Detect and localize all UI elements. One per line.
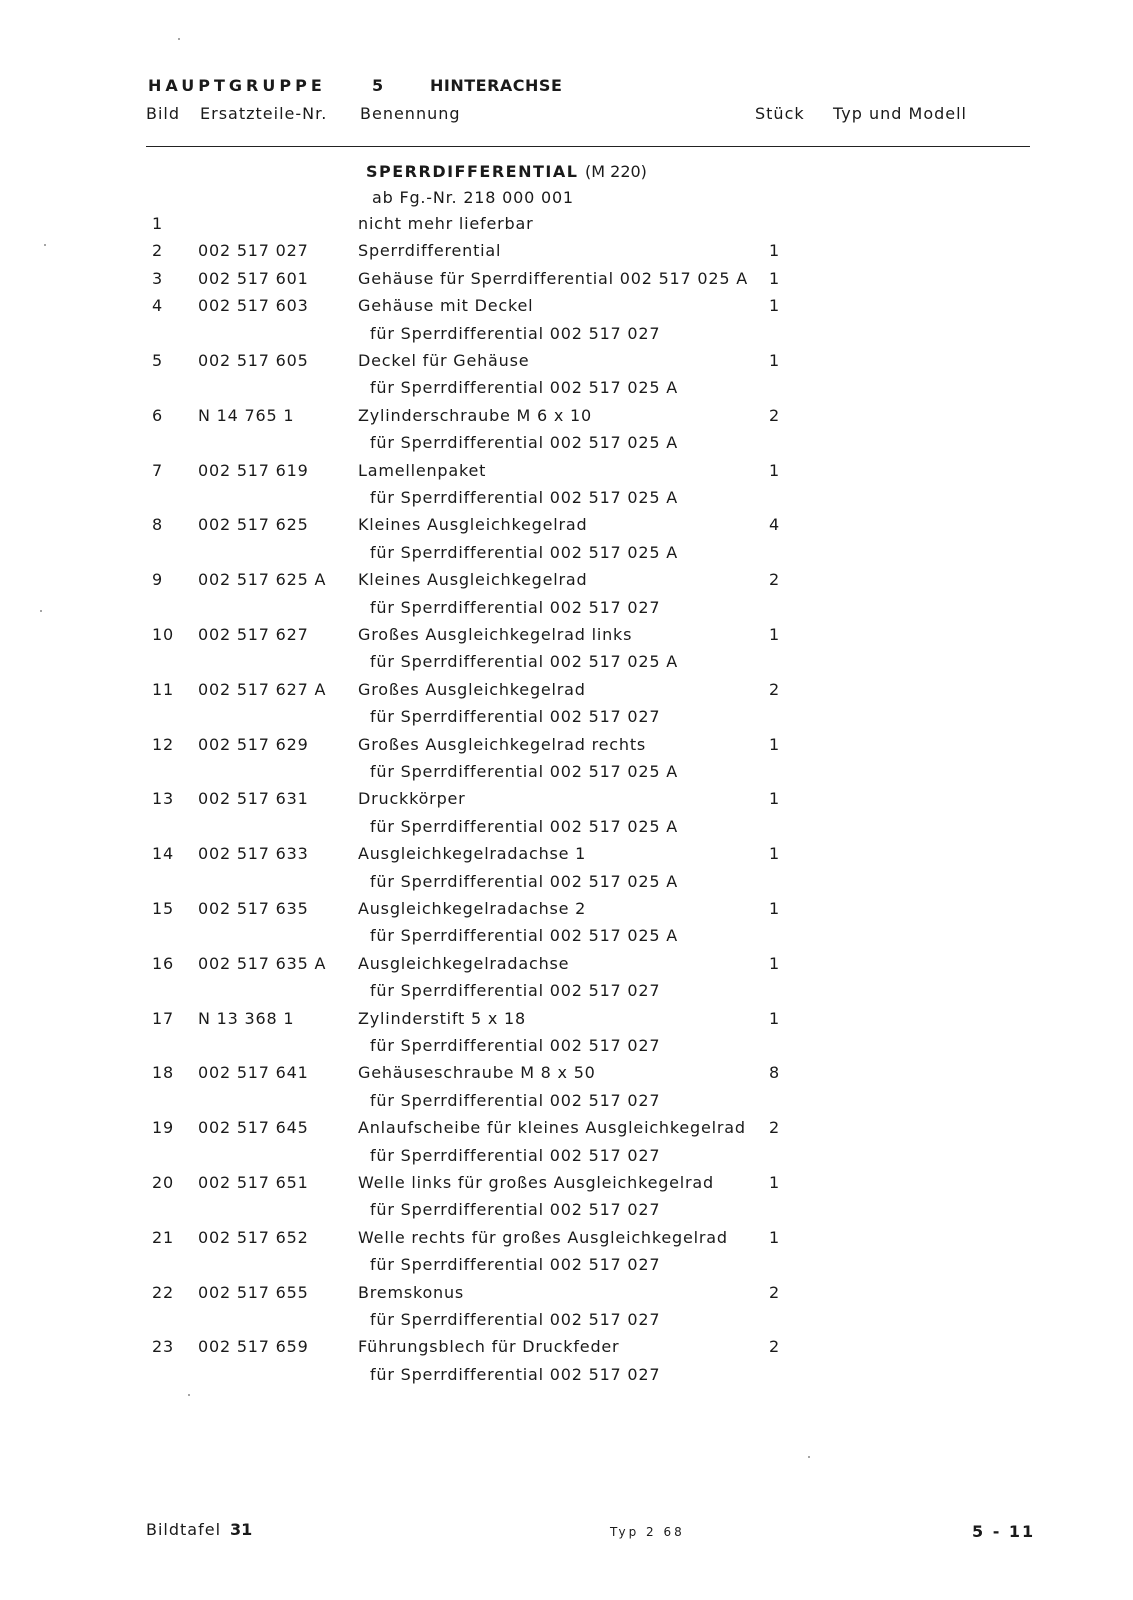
row-quantity: 2 bbox=[769, 1282, 780, 1302]
row-sub-note: für Sperrdifferential 002 517 027 bbox=[370, 597, 661, 617]
row-bild-number: 12 bbox=[152, 734, 174, 754]
row-sub-note: für Sperrdifferential 002 517 027 bbox=[370, 1255, 661, 1275]
row-part-number: 002 517 652 bbox=[198, 1227, 309, 1247]
row-part-number: 002 517 641 bbox=[198, 1063, 309, 1083]
row-bild-number: 22 bbox=[152, 1282, 174, 1302]
column-header-model: Typ und Modell bbox=[833, 104, 967, 123]
row-name: Kleines Ausgleichkegelrad bbox=[358, 570, 588, 590]
row-part-number: 002 517 625 bbox=[198, 515, 309, 535]
row-sub-note: für Sperrdifferential 002 517 027 bbox=[370, 1364, 661, 1384]
row-sub-note: für Sperrdifferential 002 517 027 bbox=[370, 707, 661, 727]
row-quantity: 1 bbox=[769, 351, 780, 370]
row-name: Gehäuseschraube M 8 x 50 bbox=[358, 1063, 596, 1083]
row-bild-number: 2 bbox=[152, 241, 163, 261]
row-name: Druckkörper bbox=[358, 789, 466, 809]
group-name: HINTERACHSE bbox=[430, 76, 563, 95]
row-part-number: 002 517 645 bbox=[198, 1118, 309, 1138]
row-part-number: 002 517 027 bbox=[198, 241, 309, 261]
row-part-number: 002 517 633 bbox=[198, 844, 309, 864]
row-name: Bremskonus bbox=[358, 1282, 465, 1302]
row-sub-note: für Sperrdifferential 002 517 027 bbox=[370, 1310, 661, 1329]
row-name: Gehäuse für Sperrdifferential 002 517 025 A bbox=[358, 268, 748, 288]
row-sub-note: für Sperrdifferential 002 517 027 bbox=[370, 323, 661, 343]
plate-label: Bildtafel bbox=[146, 1520, 222, 1539]
row-bild-number: 9 bbox=[152, 570, 163, 590]
plate-number: 31 bbox=[230, 1520, 253, 1539]
row-quantity: 1 bbox=[769, 460, 780, 480]
row-quantity: 2 bbox=[769, 1118, 780, 1138]
row-name: Führungsblech für Druckfeder bbox=[358, 1337, 620, 1357]
row-sub-note: für Sperrdifferential 002 517 025 A bbox=[370, 816, 678, 836]
row-quantity: 2 bbox=[769, 405, 780, 425]
row-quantity: 1 bbox=[769, 1008, 780, 1028]
row-sub-note: für Sperrdifferential 002 517 025 A bbox=[370, 378, 678, 398]
row-sub-note: für Sperrdifferential 002 517 027 bbox=[370, 1200, 661, 1220]
row-name: Welle rechts für großes Ausgleichkegelrad bbox=[358, 1227, 728, 1247]
column-header-quantity: Stück bbox=[755, 104, 805, 123]
column-header-bild: Bild bbox=[146, 104, 181, 123]
row-bild-number: 23 bbox=[152, 1337, 174, 1357]
row-part-number: 002 517 655 bbox=[198, 1282, 309, 1302]
row-sub-note: für Sperrdifferential 002 517 027 bbox=[370, 981, 661, 1001]
row-name: Anlaufscheibe für kleines Ausgleichkegelrad bbox=[358, 1118, 746, 1138]
row-sub-note: für Sperrdifferential 002 517 025 A bbox=[370, 762, 678, 781]
row-sub-note: für Sperrdifferential 002 517 025 A bbox=[370, 871, 678, 891]
row-bild-number: 10 bbox=[152, 625, 174, 644]
row-quantity: 8 bbox=[769, 1063, 780, 1083]
row-quantity: 4 bbox=[769, 515, 780, 535]
row-bild-number: 21 bbox=[152, 1227, 174, 1247]
group-label: HAUPTGRUPPE bbox=[148, 76, 326, 95]
row-name: Ausgleichkegelradachse 1 bbox=[358, 844, 587, 864]
row-name: Zylinderschraube M 6 x 10 bbox=[358, 405, 592, 425]
row-name: nicht mehr lieferbar bbox=[358, 214, 534, 233]
row-quantity: 2 bbox=[769, 570, 780, 590]
row-name: Großes Ausgleichkegelrad bbox=[358, 679, 586, 699]
row-part-number: 002 517 605 bbox=[198, 351, 309, 370]
row-part-number: 002 517 625 A bbox=[198, 570, 327, 590]
section-title: SPERRDIFFERENTIAL bbox=[366, 162, 579, 181]
row-quantity: 2 bbox=[769, 1337, 780, 1357]
row-bild-number: 17 bbox=[152, 1008, 174, 1028]
row-quantity: 1 bbox=[769, 625, 780, 644]
row-bild-number: 4 bbox=[152, 296, 163, 316]
row-part-number: 002 517 619 bbox=[198, 460, 309, 480]
row-quantity: 1 bbox=[769, 899, 780, 918]
row-quantity: 1 bbox=[769, 1173, 780, 1192]
scan-speck bbox=[40, 610, 42, 612]
row-part-number: 002 517 629 bbox=[198, 734, 309, 754]
row-bild-number: 19 bbox=[152, 1118, 174, 1138]
row-sub-note: für Sperrdifferential 002 517 025 A bbox=[370, 652, 678, 672]
row-part-number: 002 517 601 bbox=[198, 268, 309, 288]
row-name: Ausgleichkegelradachse 2 bbox=[358, 899, 587, 918]
scan-speck bbox=[178, 38, 180, 40]
row-bild-number: 7 bbox=[152, 460, 163, 480]
row-part-number: N 14 765 1 bbox=[198, 405, 295, 425]
row-sub-note: für Sperrdifferential 002 517 027 bbox=[370, 1145, 661, 1165]
scan-speck bbox=[188, 1394, 190, 1396]
row-quantity: 1 bbox=[769, 296, 780, 316]
header-divider bbox=[146, 146, 1030, 147]
row-quantity: 2 bbox=[769, 679, 780, 699]
row-quantity: 1 bbox=[769, 734, 780, 754]
row-name: Großes Ausgleichkegelrad links bbox=[358, 625, 633, 644]
row-name: Großes Ausgleichkegelrad rechts bbox=[358, 734, 647, 754]
section-note: ab Fg.-Nr. 218 000 001 bbox=[372, 188, 574, 207]
row-quantity: 1 bbox=[769, 789, 780, 809]
section-model: (M 220) bbox=[585, 162, 647, 181]
row-part-number: 002 517 635 A bbox=[198, 953, 327, 973]
row-bild-number: 11 bbox=[152, 679, 174, 699]
row-part-number: 002 517 631 bbox=[198, 789, 309, 809]
row-name: Deckel für Gehäuse bbox=[358, 351, 530, 370]
scan-speck bbox=[808, 1456, 810, 1458]
row-bild-number: 15 bbox=[152, 899, 174, 918]
row-quantity: 1 bbox=[769, 268, 780, 288]
row-bild-number: 5 bbox=[152, 351, 163, 370]
row-sub-note: für Sperrdifferential 002 517 025 A bbox=[370, 433, 678, 453]
row-sub-note: für Sperrdifferential 002 517 025 A bbox=[370, 926, 678, 946]
column-header-name: Benennung bbox=[360, 104, 461, 123]
row-name: Kleines Ausgleichkegelrad bbox=[358, 515, 588, 535]
row-name: Ausgleichkegelradachse bbox=[358, 953, 570, 973]
row-quantity: 1 bbox=[769, 953, 780, 973]
row-sub-note: für Sperrdifferential 002 517 027 bbox=[370, 1036, 661, 1055]
column-header-part-number: Ersatzteile-Nr. bbox=[200, 104, 328, 123]
row-quantity: 1 bbox=[769, 241, 780, 261]
row-sub-note: für Sperrdifferential 002 517 025 A bbox=[370, 542, 678, 562]
row-name: Zylinderstift 5 x 18 bbox=[358, 1008, 526, 1028]
row-bild-number: 20 bbox=[152, 1173, 174, 1192]
row-part-number: N 13 368 1 bbox=[198, 1008, 295, 1028]
row-bild-number: 8 bbox=[152, 515, 163, 535]
row-part-number: 002 517 627 A bbox=[198, 679, 327, 699]
scan-speck bbox=[44, 244, 46, 246]
row-quantity: 1 bbox=[769, 1227, 780, 1247]
row-sub-note: für Sperrdifferential 002 517 027 bbox=[370, 1090, 661, 1110]
row-part-number: 002 517 651 bbox=[198, 1173, 309, 1192]
group-number: 5 bbox=[372, 76, 384, 95]
row-sub-note: für Sperrdifferential 002 517 025 A bbox=[370, 488, 678, 507]
row-name: Gehäuse mit Deckel bbox=[358, 296, 534, 316]
row-quantity: 1 bbox=[769, 844, 780, 864]
row-bild-number: 13 bbox=[152, 789, 174, 809]
row-bild-number: 14 bbox=[152, 844, 174, 864]
row-part-number: 002 517 659 bbox=[198, 1337, 309, 1357]
type-note: Typ 2 68 bbox=[610, 1525, 685, 1539]
row-bild-number: 16 bbox=[152, 953, 174, 973]
page-number: 5 - 11 bbox=[972, 1522, 1036, 1541]
row-bild-number: 3 bbox=[152, 268, 163, 288]
row-name: Welle links für großes Ausgleichkegelrad bbox=[358, 1173, 714, 1192]
row-bild-number: 18 bbox=[152, 1063, 174, 1083]
row-bild-number: 1 bbox=[152, 214, 163, 233]
row-bild-number: 6 bbox=[152, 405, 163, 425]
row-part-number: 002 517 635 bbox=[198, 899, 309, 918]
row-part-number: 002 517 627 bbox=[198, 625, 309, 644]
row-part-number: 002 517 603 bbox=[198, 296, 309, 316]
row-name: Sperrdifferential bbox=[358, 241, 502, 261]
row-name: Lamellenpaket bbox=[358, 460, 487, 480]
